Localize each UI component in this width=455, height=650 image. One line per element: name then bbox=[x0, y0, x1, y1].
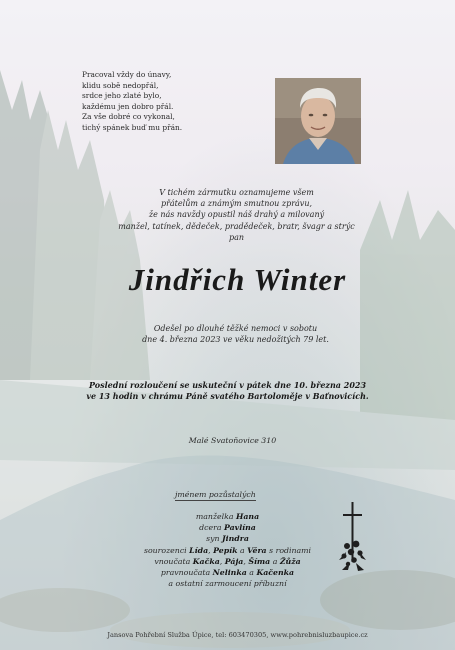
mourner-line bbox=[0, 511, 455, 522]
mourner-name: Nelinka bbox=[212, 568, 247, 578]
poem-line: srdce jeho zlaté bylo, bbox=[82, 91, 162, 100]
relation-label: syn bbox=[206, 534, 220, 544]
death-line: dne 4. března 2023 ve věku nedožitých 79 let. bbox=[142, 335, 329, 345]
announcement-line: V tichém zármutku oznamujeme všem bbox=[159, 188, 314, 197]
poem-line: klidu sobě nedopřál, bbox=[82, 80, 159, 90]
mourner-line: a ostatní zarmoucení příbuzní bbox=[168, 579, 287, 589]
announcement-line: že nás navždy opustil náš drahý a milovaný bbox=[148, 210, 325, 220]
mourner-line bbox=[0, 567, 455, 578]
mourner-line: vnoučata Kačka, Pája, Šíma a Žůža bbox=[154, 556, 301, 566]
poem-line: Za vše dobré co vykonal, bbox=[82, 112, 175, 121]
address: Malé Svatoňovice 310 bbox=[188, 436, 277, 445]
poem-line: Pracoval vždy do únavy, bbox=[82, 70, 172, 79]
announcement-text bbox=[0, 187, 455, 243]
poem-line: každému jen dobro přál. bbox=[82, 101, 174, 111]
conjunction: a bbox=[272, 556, 278, 566]
relation-label: vnoučata bbox=[154, 556, 191, 566]
funeral-service-footer: Jansova Pohřební Služba Úpice, tel: 603470305, www.pohrebnisluzbaupice.cz bbox=[107, 631, 368, 639]
announcement-line: manžel, tatínek, dědeček, pradědeček, bratr, švagr a strýc bbox=[118, 221, 355, 231]
relation-label: pravnoučata bbox=[160, 568, 211, 578]
mourner-name: Žůža bbox=[279, 556, 301, 566]
conjunction: a bbox=[249, 568, 254, 578]
mourner-name: Pavlína bbox=[223, 523, 256, 533]
mourner-name: Věra bbox=[247, 545, 267, 555]
deceased-name: Jindřich Winter bbox=[128, 262, 347, 297]
announcement-line: pan bbox=[228, 232, 245, 242]
cross-with-flowers-icon bbox=[336, 500, 370, 580]
poem-line: tichý spánek buď mu přán. bbox=[82, 122, 183, 132]
portrait-illustration bbox=[275, 78, 361, 164]
portrait-photo bbox=[275, 78, 361, 164]
death-details bbox=[0, 323, 455, 345]
death-line: Odešel po dlouhé těžké nemoci v sobotu bbox=[153, 324, 318, 333]
mourner-name: Kačka bbox=[192, 556, 220, 566]
mourner-line bbox=[0, 533, 455, 544]
relation-label: dcera bbox=[199, 523, 222, 533]
announcement-line: přátelům a známým smutnou zprávu, bbox=[160, 199, 313, 209]
mourner-name: Hana bbox=[236, 512, 260, 521]
mourner-name: Pája bbox=[224, 556, 244, 566]
mourner-name: Šíma bbox=[248, 556, 271, 566]
funeral-line: ve 13 hodin v chrámu Páně svatého Bartoloměje v Baťnovicích. bbox=[86, 391, 369, 402]
mourner-name: Kačenka bbox=[256, 568, 295, 578]
mourners-heading: jménem pozůstalých bbox=[175, 490, 256, 499]
mourner-name: Jindra bbox=[221, 534, 249, 544]
funeral-details bbox=[0, 380, 455, 403]
conjunction: a bbox=[240, 545, 245, 555]
poem bbox=[82, 70, 182, 133]
relation-label: manželka bbox=[195, 512, 234, 521]
mourner-name: Lída bbox=[189, 545, 209, 555]
relation-suffix: s rodinami bbox=[269, 545, 312, 555]
relation-label: sourozenci bbox=[143, 545, 187, 555]
mourner-line bbox=[0, 522, 455, 533]
funeral-line: Poslední rozloučení se uskuteční v pátek dne 10. března 2023 bbox=[88, 380, 367, 390]
mourner-line: sourozenci Lída, Pepík a Věra s rodinami bbox=[143, 545, 312, 555]
mourners-list bbox=[0, 511, 455, 589]
mourner-name: Pepík bbox=[213, 545, 238, 555]
